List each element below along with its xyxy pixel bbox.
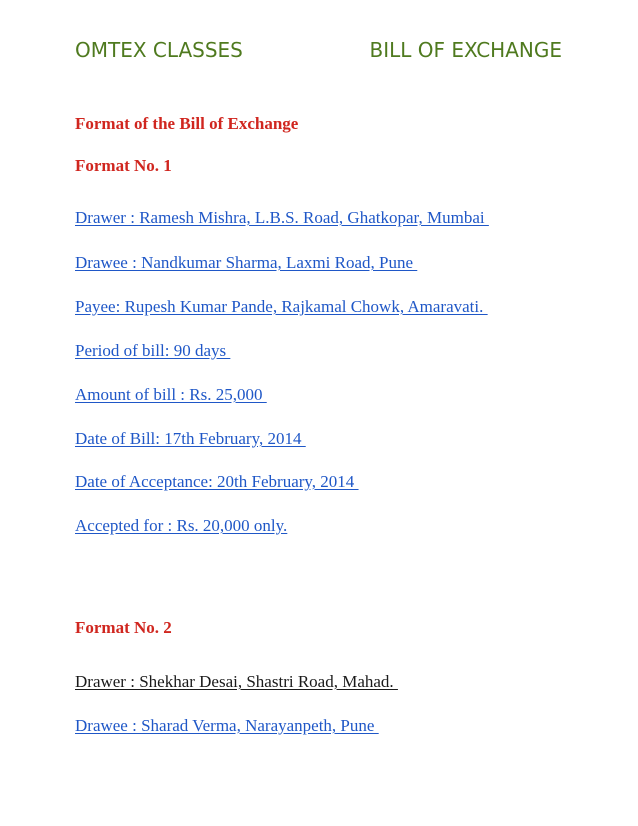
page-header	[75, 38, 562, 68]
format-1-period-line[interactable]: Period of bill: 90 days	[75, 341, 231, 360]
document-title: Format of the Bill of Exchange	[75, 114, 299, 133]
header-topic: BILL OF EXCHANGE	[369, 38, 562, 62]
format-1-amount-line[interactable]: Amount of bill : Rs. 25,000	[75, 385, 267, 404]
format-1-heading: Format No. 1	[75, 156, 172, 175]
format-1-drawee-line[interactable]: Drawee : Nandkumar Sharma, Laxmi Road, Pune	[75, 253, 418, 272]
format-1-date-of-acceptance-line[interactable]: Date of Acceptance: 20th February, 2014	[75, 472, 359, 491]
format-2-heading: Format No. 2	[75, 618, 172, 637]
format-1-drawer-line[interactable]: Drawer : Ramesh Mishra, L.B.S. Road, Ghatkopar, Mumbai	[75, 208, 489, 227]
format-1-accepted-for-line[interactable]: Accepted for : Rs. 20,000 only.	[75, 516, 288, 535]
format-1-payee-line[interactable]: Payee: Rupesh Kumar Pande, Rajkamal Chowk, Amaravati.	[75, 297, 488, 316]
format-2-drawee-line[interactable]: Drawee : Sharad Verma, Narayanpeth, Pune	[75, 716, 379, 735]
header-school-name: OMTEX CLASSES	[75, 38, 243, 62]
format-1-date-of-bill-line[interactable]: Date of Bill: 17th February, 2014	[75, 429, 306, 448]
format-2-drawer-line: Drawer : Shekhar Desai, Shastri Road, Mahad.	[75, 672, 398, 691]
